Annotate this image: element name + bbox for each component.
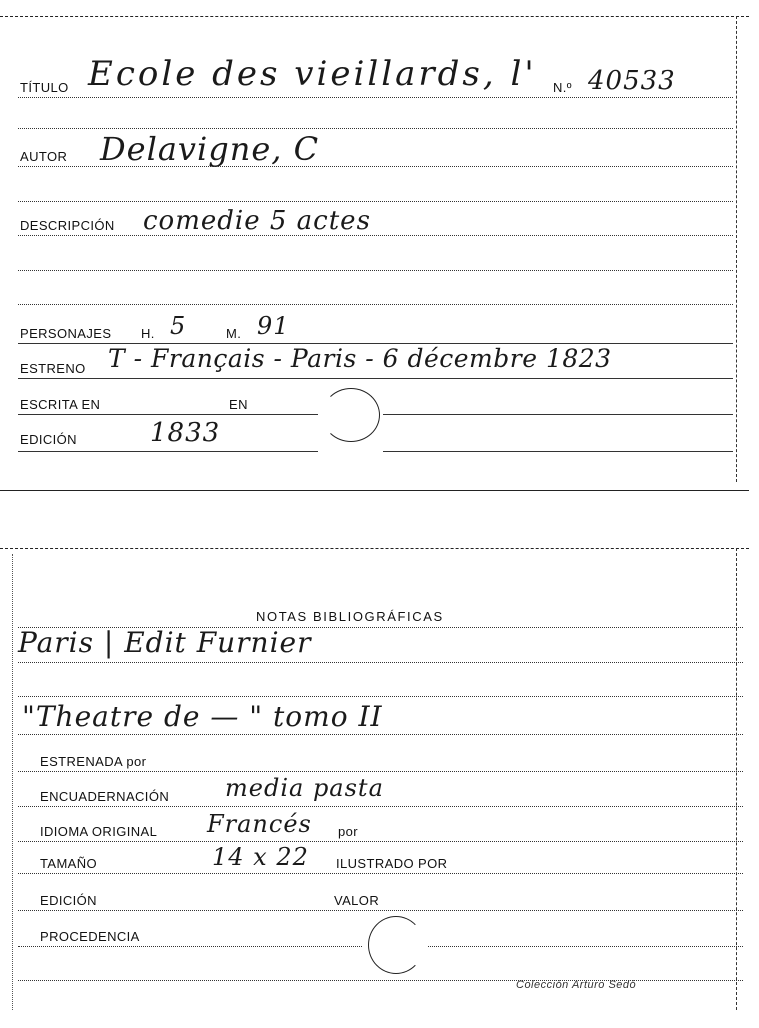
back-edicion-label: EDICIÓN bbox=[40, 893, 97, 908]
tamano-rule bbox=[18, 873, 743, 874]
personajes-h-label: H. bbox=[141, 326, 155, 341]
titulo-label: TÍTULO bbox=[20, 80, 69, 95]
estrenada-rule bbox=[18, 771, 743, 772]
card-back-top-edge bbox=[0, 548, 749, 549]
personajes-m-value: 91 bbox=[257, 312, 290, 340]
idioma-label: IDIOMA ORIGINAL bbox=[40, 824, 158, 839]
encuadernacion-value: media pasta bbox=[225, 774, 384, 802]
edicion-rule-right bbox=[383, 451, 733, 452]
note-rule-2 bbox=[18, 696, 743, 697]
note-line-2: "Theatre de — " tomo II bbox=[22, 700, 383, 733]
card-back-left-edge bbox=[12, 554, 13, 1010]
estreno-label: ESTRENO bbox=[20, 361, 86, 376]
idioma-value: Francés bbox=[207, 810, 312, 838]
edicion-back-rule bbox=[18, 910, 743, 911]
descripcion-rule-2 bbox=[18, 270, 733, 271]
catalog-card-front bbox=[0, 0, 759, 492]
hole-punch-mark bbox=[322, 388, 380, 442]
card-bottom-edge bbox=[0, 490, 749, 491]
edicion-rule-left bbox=[18, 451, 318, 452]
autor-rule-2 bbox=[18, 201, 733, 202]
note-rule-1 bbox=[18, 662, 743, 663]
autor-label: AUTOR bbox=[20, 149, 68, 164]
idioma-rule bbox=[18, 841, 743, 842]
estreno-value: T - Français - Paris - 6 décembre 1823 bbox=[108, 344, 612, 373]
card-top-edge bbox=[0, 16, 749, 17]
descripcion-label: DESCRIPCIÓN bbox=[20, 218, 115, 233]
procedencia-rule-right bbox=[428, 946, 743, 947]
ilustrado-label: ILUSTRADO POR bbox=[336, 856, 448, 871]
escrita-rule-right bbox=[383, 414, 733, 415]
edicion-value: 1833 bbox=[150, 418, 221, 448]
numero-label: N.º bbox=[553, 80, 572, 95]
encuadernacion-label: ENCUADERNACIÓN bbox=[40, 789, 170, 804]
personajes-h-value: 5 bbox=[170, 312, 187, 340]
idioma-por-label: por bbox=[338, 824, 358, 839]
notas-heading: NOTAS BIBLIOGRÁFICAS bbox=[256, 609, 444, 624]
coleccion-credit: Colección Arturo Sedó bbox=[516, 979, 637, 991]
escrita-rule-left bbox=[18, 414, 318, 415]
tamano-label: TAMAÑO bbox=[40, 856, 98, 871]
numero-value: 40533 bbox=[588, 66, 676, 96]
tamano-value: 14 x 22 bbox=[212, 843, 309, 871]
note-line-1: Paris | Edit Furnier bbox=[18, 626, 312, 659]
titulo-rule-2 bbox=[18, 128, 733, 129]
note-rule-3 bbox=[18, 734, 743, 735]
estreno-rule bbox=[18, 378, 733, 379]
titulo-rule bbox=[18, 97, 733, 98]
card-back-right-edge bbox=[736, 548, 737, 1010]
titulo-value: Ecole des vieillards, l' bbox=[88, 54, 537, 94]
autor-value: Delavigne, C bbox=[100, 130, 320, 168]
back-hole-punch-mark bbox=[368, 916, 424, 974]
descripcion-rule bbox=[18, 235, 733, 236]
procedencia-rule-left bbox=[18, 946, 362, 947]
descripcion-value: comedie 5 actes bbox=[143, 206, 371, 236]
valor-label: VALOR bbox=[334, 893, 380, 908]
escrita-label: ESCRITA EN bbox=[20, 397, 101, 412]
procedencia-label: PROCEDENCIA bbox=[40, 929, 140, 944]
descripcion-rule-3 bbox=[18, 304, 733, 305]
autor-rule bbox=[18, 166, 733, 167]
catalog-card-back bbox=[0, 540, 759, 1020]
personajes-label: PERSONAJES bbox=[20, 326, 112, 341]
escrita-en-label: EN bbox=[229, 397, 248, 412]
personajes-m-label: M. bbox=[226, 326, 242, 341]
card-right-edge bbox=[736, 16, 737, 482]
encuadernacion-rule bbox=[18, 806, 743, 807]
estrenada-label: ESTRENADA por bbox=[40, 754, 147, 769]
edicion-label: EDICIÓN bbox=[20, 432, 77, 447]
